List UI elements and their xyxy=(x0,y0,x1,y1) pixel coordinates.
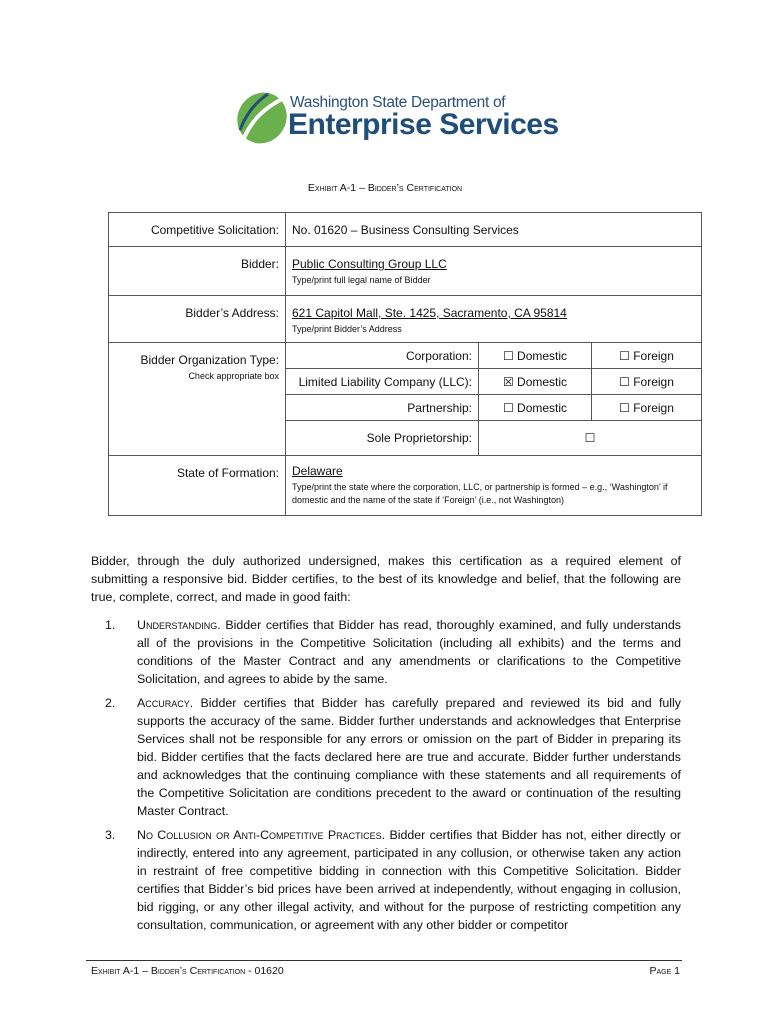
partnership-foreign-checkbox[interactable]: ☐ Foreign xyxy=(592,395,702,421)
org-type-label: Bidder Organization Type: xyxy=(140,353,279,367)
item-text: Bidder certifies that Bidder has carefully prepared and reviewed its bid and fully supports the accuracy of the same. Bidder further understands and acknowledges that Enterprise Services shall not be responsible for any errors or omission on the part of Bidder in preparing its bid. Bidder certifies that the facts declared here are true and accurate. Bidder further understands and acknowledges that the continuing compliance with these statements and all requirements of the Competitive Solicitation are conditions precedent to the award or continuation of the resulting Master Contract. xyxy=(137,696,681,818)
page-number: Page 1 xyxy=(649,965,680,977)
state-cell xyxy=(286,456,702,516)
item-heading: Understanding. xyxy=(137,618,221,632)
org-row-sole-proprietorship xyxy=(286,421,701,456)
des-logo xyxy=(234,88,559,150)
solicitation-label: Competitive Solicitation: xyxy=(109,213,286,247)
solicitation-value: No. 01620 – Business Consulting Services xyxy=(286,213,702,247)
state-field[interactable]: Delaware xyxy=(292,464,343,478)
state-hint: Type/print the state where the corporation, LLC, or partnership is formed – e.g., ‘Washington’ if domestic and the name of the state if ‘Foreign’ (i.e., not Washington) xyxy=(292,482,668,505)
list-item xyxy=(105,826,681,934)
bidder-hint: Type/print full legal name of Bidder xyxy=(292,275,431,285)
org-row-label: Corporation: xyxy=(286,343,479,369)
footer-divider xyxy=(86,960,682,961)
footer-title: Exhibit A-1 – Bidder’s Certification - 01620 xyxy=(91,965,284,977)
address-field[interactable]: 621 Capitol Mall, Ste. 1425, Sacramento, CA 95814 xyxy=(292,306,567,320)
llc-domestic-checkbox[interactable]: ☒ Domestic xyxy=(479,369,592,395)
state-label: State of Formation: xyxy=(109,456,286,516)
page-title: Exhibit A-1 – Bidder’s Certification xyxy=(307,182,463,194)
item-number: 1. xyxy=(105,618,116,632)
logo-line2: Enterprise Services xyxy=(288,108,559,141)
llc-foreign-checkbox[interactable]: ☐ Foreign xyxy=(592,369,702,395)
bidder-name-field[interactable]: Public Consulting Group LLC xyxy=(292,257,447,271)
logo-line1: Washington State Department of xyxy=(290,94,506,111)
intro-paragraph: Bidder, through the duly authorized undersigned, makes this certification as a required element of submitting a responsive bid. Bidder certifies, to the best of its knowledge and belief, that the following are true, complete, correct, and made in good faith: xyxy=(91,554,681,604)
org-row-label: Limited Liability Company (LLC): xyxy=(286,369,479,395)
item-heading: Accuracy. xyxy=(137,696,194,710)
list-item xyxy=(105,616,681,688)
org-type-label-cell xyxy=(109,343,286,456)
partnership-domestic-checkbox[interactable]: ☐ Domestic xyxy=(479,395,592,421)
item-text: Bidder certifies that Bidder has read, thoroughly examined, and fully understands all of the provisions in the Competitive Solicitation (including all exhibits) and the terms and conditions of the Master Contract and any amendments or clarifications to the Competitive Solicitation, and agrees to abide by the same. xyxy=(137,618,681,686)
sole-proprietorship-checkbox[interactable]: ☐ xyxy=(479,421,702,456)
org-type-hint: Check appropriate box xyxy=(188,371,279,381)
org-row-partnership xyxy=(286,395,701,421)
corporation-domestic-checkbox[interactable]: ☐ Domestic xyxy=(479,343,592,369)
item-number: 3. xyxy=(105,828,116,842)
leaf-icon xyxy=(234,90,290,152)
org-type-table xyxy=(286,343,701,455)
list-item xyxy=(105,694,681,820)
address-hint: Type/print Bidder’s Address xyxy=(292,324,402,334)
org-row-label: Partnership: xyxy=(286,395,479,421)
bidder-label: Bidder: xyxy=(109,247,286,296)
corporation-foreign-checkbox[interactable]: ☐ Foreign xyxy=(592,343,702,369)
org-row-llc xyxy=(286,369,701,395)
org-type-cell xyxy=(286,343,702,456)
org-row-corporation xyxy=(286,343,701,369)
bidder-cell xyxy=(286,247,702,296)
address-label: Bidder’s Address: xyxy=(109,296,286,343)
address-cell xyxy=(286,296,702,343)
item-text: Bidder certifies that Bidder has not, either directly or indirectly, entered into any agreement, participated in any collusion, or otherwise taken any action in restraint of free competitive bidding in connection with this Competitive Solicitation. Bidder certifies that Bidder’s bid prices have been arrived at independently, without engaging in collusion, bid rigging, or any other illegal activity, and without for the purpose of restricting competition any consultation, communication, or agreement with any other bidder or competitor xyxy=(137,828,681,932)
org-row-label: Sole Proprietorship: xyxy=(286,421,479,456)
item-number: 2. xyxy=(105,696,116,710)
bidder-info-table xyxy=(108,212,702,516)
item-heading: No Collusion or Anti-Competitive Practices. xyxy=(137,828,386,842)
